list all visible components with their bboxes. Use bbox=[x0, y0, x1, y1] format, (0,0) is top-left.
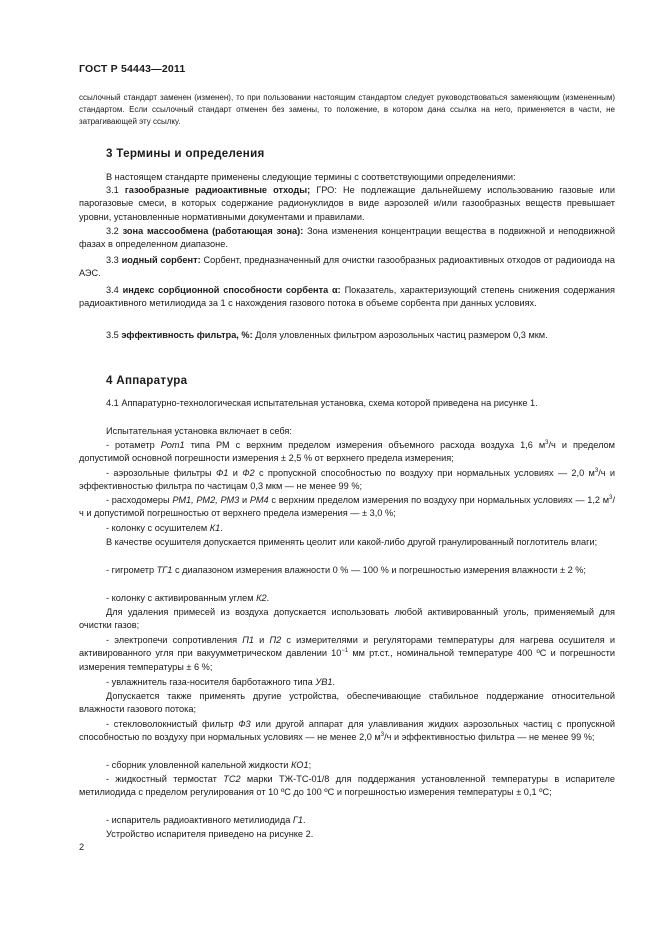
text: и bbox=[254, 635, 270, 645]
text: с верхним пределом измерения по воздуху при нормальных условиях — 1,2 м bbox=[268, 495, 610, 505]
text: с диапазоном измерения влажности 0 % — 100 % и погрешностью измерения влажности ± 2 %; bbox=[172, 565, 586, 575]
term-name: эффективность фильтра, %: bbox=[121, 330, 253, 340]
term-definition: Доля уловленных фильтром аэрозольных частиц размером 0,3 мкм. bbox=[255, 330, 548, 340]
item-hygrometer bbox=[79, 564, 615, 577]
text: и bbox=[228, 468, 243, 478]
term-name: иодный сорбент: bbox=[121, 255, 201, 265]
text: - расходомеры bbox=[106, 495, 173, 505]
term-3-2 bbox=[79, 225, 615, 252]
item-flowmeters bbox=[79, 494, 615, 521]
superscript: −1 bbox=[341, 648, 349, 655]
text: ; bbox=[308, 760, 312, 770]
term-definition: Сорбент, предназначенный для очистки газообразных радиоактивных отходов от радиоиода на АЭС. bbox=[79, 255, 615, 279]
designation: П1 bbox=[242, 635, 254, 645]
text: с пропускной способностью по воздуху при нормальных условиях — 2,0 м bbox=[254, 468, 595, 478]
term-number: 3.4 bbox=[106, 285, 119, 295]
superscript: 3 bbox=[545, 440, 549, 446]
text: - гигрометр bbox=[106, 565, 157, 575]
term-3-5 bbox=[79, 329, 615, 342]
text: /ч и пределом допустимой основной погрешности измерения ± 2,5 % от верхнего предела измерения; bbox=[79, 440, 615, 464]
text: - колонку с активированным углем bbox=[106, 593, 257, 603]
text: - жидкостный термостат bbox=[106, 774, 224, 784]
designation: Ф2 bbox=[242, 468, 255, 478]
text: или другой аппарат для улавливания жидких аэрозольных частиц с пропускной способностью по воздуху при нормальных условиях — не менее 2,0 м bbox=[79, 719, 615, 743]
text: /ч и допустимой погрешностью от верхнего предела измерения — ± 3,0 %; bbox=[79, 495, 615, 519]
term-definition: Показатель, характеризующий степень снижения содержания радиоактивного метилиодида за 1 с нахождения газового потока в объеме сорбента при данных условиях. bbox=[79, 285, 615, 309]
text: - аэрозольные фильтры bbox=[106, 468, 216, 478]
para-figure-2: Устройство испарителя приведено на рисунке 2. bbox=[106, 829, 314, 839]
text: . bbox=[303, 815, 306, 825]
term-number: 3.2 bbox=[106, 226, 119, 236]
text: и bbox=[239, 495, 250, 505]
designation: Ф3 bbox=[238, 719, 251, 729]
superscript: 3 bbox=[594, 468, 599, 474]
text: /ч и эффективностью фильтра — не менее 99 %; bbox=[384, 732, 595, 743]
text: /ч и эффективностью фильтра по частицам 0,3 мкм — не менее 99 %; bbox=[79, 468, 615, 492]
para-coal: Для удаления примесей из воздуха допускается использовать любой активированный уголь, применяемый для очистки газов; bbox=[79, 607, 615, 631]
para-other-devices: Допускается также применять другие устройства, обеспечивающие стабильное поддержание относительной влажности газового потока; bbox=[79, 691, 615, 715]
term-3-3 bbox=[79, 254, 615, 281]
item-glass-filter bbox=[79, 718, 615, 745]
term-definition: Зона изменения концентрации вещества в подвижной и неподвижной фазах в определенном диапазоне. bbox=[79, 226, 615, 250]
intro-paragraph: ссылочный стандарт заменен (изменен), то при пользовании настоящим стандартом следует руководствоваться заменяющим (измененным) стандартом. Если ссылочный стандарт отменен без замены, то положение, в котором дана ссылка на него, применяется в части, не затрагивающей эту ссылку. bbox=[79, 93, 615, 127]
term-name: зона массообмена (работающая зона): bbox=[122, 226, 304, 236]
item-dryer-column bbox=[79, 522, 615, 535]
section-3-title: 3 Термины и определения bbox=[106, 147, 265, 160]
text: - увлажнитель газа-носителя барботажного типа bbox=[106, 677, 316, 687]
superscript: 3 bbox=[380, 732, 385, 739]
designation: УВ1 bbox=[315, 677, 333, 687]
designation: Г1 bbox=[292, 815, 304, 825]
designation: РМ4 bbox=[249, 495, 269, 505]
item-thermostat bbox=[79, 773, 615, 800]
text: - колонку с осушителем bbox=[106, 523, 210, 533]
text: . bbox=[220, 523, 223, 533]
text: . bbox=[266, 593, 270, 603]
designation: П2 bbox=[269, 635, 282, 645]
term-name: газообразные радиоактивные отходы; bbox=[124, 185, 311, 195]
designation: Ф1 bbox=[215, 468, 229, 478]
term-number: 3.1 bbox=[106, 185, 119, 195]
term-name: индекс сорбционной способности сорбента α: bbox=[122, 285, 341, 295]
item-humidifier bbox=[79, 676, 615, 689]
page-number: 2 bbox=[79, 842, 85, 852]
term-number: 3.3 bbox=[106, 255, 119, 265]
para-includes: Испытательная установка включает в себя: bbox=[106, 426, 292, 436]
item-evaporator bbox=[79, 814, 615, 827]
item-coal-column bbox=[79, 592, 615, 605]
designation: РМ1, РМ2, РМ3 bbox=[172, 495, 240, 505]
item-collector bbox=[79, 759, 615, 772]
section-3-lead: В настоящем стандарте применены следующие термины с соответствующими определениями: bbox=[106, 172, 516, 182]
para-dryer: В качестве осушителя допускается применять цеолит или какой-либо другой гранулированный поглотитель влаги; bbox=[106, 537, 598, 547]
term-number: 3.5 bbox=[106, 330, 119, 340]
text: мм рт.ст., номинальной температуре 400 ºС и погрешности измерения температуры ± 6 %; bbox=[79, 648, 615, 672]
para-4-1: 4.1 Аппаратурно-технологическая испытательная установка, схема которой приведена на рисунке 1. bbox=[106, 398, 538, 408]
designation: ТС2 bbox=[223, 774, 241, 784]
text: - стекловолокнистый фильтр bbox=[106, 719, 239, 729]
section-4-title: 4 Аппаратура bbox=[106, 374, 188, 387]
document-header: ГОСТ Р 54443—2011 bbox=[79, 63, 186, 75]
text: - испаритель радиоактивного метилиодида bbox=[106, 815, 293, 825]
term-definition: ГРО: Не подлежащие дальнейшему использованию газовые или парогазовые смеси, в которых содержание радионуклидов в виде аэрозолей и/или газообразных веществ превышает уровни, установленные нормативными документами и правилами. bbox=[79, 185, 615, 222]
text: - ротаметр bbox=[106, 440, 161, 450]
text: . bbox=[332, 677, 336, 687]
text: с измерителями и регуляторами температуры для нагрева осушителя и активированного угля при вакуумметрическом давлении 10 bbox=[79, 635, 615, 659]
item-ovens bbox=[79, 634, 615, 674]
designation: К2 bbox=[256, 593, 267, 603]
item-aerosol-filters bbox=[79, 467, 615, 494]
designation: КО1 bbox=[291, 760, 309, 770]
designation: Рот1 bbox=[160, 440, 185, 450]
text: марки ТЖ-ТС-01/8 для поддержания установленной температуры в испарителе метилиодида с пределом регулирования от 10 ºС до 100 ºС и погрешностью измерения температуры ± 0,1 ºС; bbox=[79, 774, 616, 798]
term-3-1 bbox=[79, 184, 615, 224]
designation: ТГ1 bbox=[156, 565, 173, 575]
text: - электропечи сопротивления bbox=[106, 635, 243, 645]
text: - сборник уловленной капельной жидкости bbox=[106, 760, 291, 770]
item-rotameter bbox=[79, 439, 615, 466]
text: типа РМ с верхним пределом измерения объемного расхода воздуха 1,6 м bbox=[184, 440, 546, 450]
superscript: 3 bbox=[609, 495, 613, 501]
designation: К1 bbox=[209, 523, 221, 533]
term-3-4 bbox=[79, 284, 615, 311]
